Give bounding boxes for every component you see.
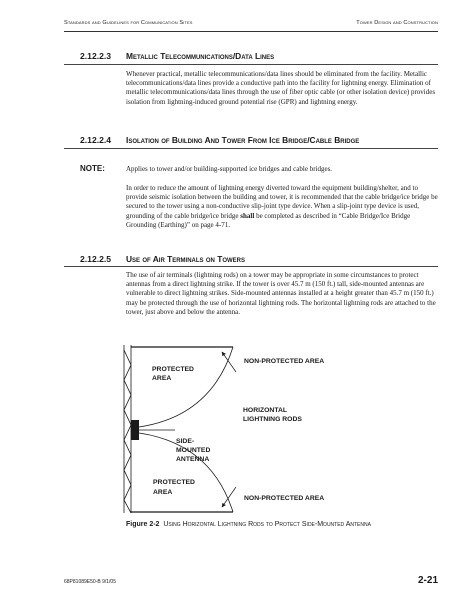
section-title: Use of Air Terminals on Towers <box>126 254 245 264</box>
protected-area-bottom-label: PROTECTED <box>153 479 195 486</box>
paragraph-text: In order to reduce the amount of lightning energy diverted toward the equipment building/shelter, and to provide seismic isolation between the building and tower, it is recommended that the cable bridge/ice bridge be secured to the tower using a non-conductive slip-joint type device. When a slip-joint type device is used, grounding of the cable bridge/ice bridge <box>126 184 438 220</box>
protected-area-top-label: PROTECTED <box>152 366 194 373</box>
side-mounted-antenna-label: SIDE- <box>176 438 195 445</box>
section-number: 2.12.2.4 <box>80 135 112 145</box>
horizontal-rods-label: LIGHTNING RODS <box>243 416 302 423</box>
tower-lattice <box>124 345 131 513</box>
page-header-left: Standards and Guidelines for Communication Sites <box>64 20 193 26</box>
paragraph: The use of air terminals (lightning rods) on a tower may be appropriate in some circumstances to protect antennas from a direct lightning strike. If the tower is over 45.7 m (150 ft.) tall, side-mounted antennas are vulnerable to direct lightning strikes. Side-mounted antennas installed at a height greater than 45.7 m (150 ft.) may be protected through the use of horizontal lightning rods. The horizontal lightning rods are attached to the tower, just above and below the antenna. <box>126 271 436 316</box>
figure-number: Figure 2-2 <box>126 521 160 528</box>
non-protected-area-bottom-label: NON-PROTECTED AREA <box>244 495 325 502</box>
side-mounted-antenna-label: ANTENNA <box>176 456 210 463</box>
document-id: 68P81089E50-B 9/1/05 <box>64 579 116 585</box>
figure-caption-text: Using Horizontal Lightning Rods to Protect Side-Mounted Antenna <box>163 521 371 528</box>
section-number: 2.12.2.5 <box>80 254 112 264</box>
horizontal-rods-label: HORIZONTAL <box>243 407 288 414</box>
page-header-right: Tower Design and Construction <box>356 20 438 26</box>
page-number: 2-21 <box>417 575 438 586</box>
side-mounted-antenna <box>131 420 139 440</box>
section-title: Isolation of Building And Tower From Ice Bridge/Cable Bridge <box>126 135 360 145</box>
note-label: NOTE: <box>80 164 105 173</box>
section-title: Metallic Telecommunications/Data Lines <box>126 51 275 61</box>
emphasis-shall: shall <box>240 211 255 220</box>
side-mounted-antenna-label: MOUNTED <box>176 447 211 454</box>
protected-area-bottom-label: AREA <box>153 489 173 496</box>
section-number: 2.12.2.3 <box>80 51 112 61</box>
paragraph: Whenever practical, metallic telecommunications/data lines should be eliminated from the facility. Metallic telecommunications/data lines provide a conductive path into the facility for lightning energy. Elimination of metallic telecommunications/data lines through the use of fiber optic cable (or other isolation device) provides isolation from lightning-induced ground potential rise (GPR) and lightning energy. <box>126 70 436 106</box>
upper-protection-boundary <box>131 347 233 428</box>
figure-caption <box>126 521 371 528</box>
protected-area-top-label: AREA <box>152 375 172 382</box>
note-text: Applies to tower and/or building-supported ice bridges and cable bridges. <box>126 165 333 173</box>
non-protected-area-top-label: NON-PROTECTED AREA <box>244 358 325 365</box>
paragraph-text: be completed as described in “Cable Bridge/Ice Bridge Grounding (Earthing)” on page 4-71. <box>126 211 411 229</box>
